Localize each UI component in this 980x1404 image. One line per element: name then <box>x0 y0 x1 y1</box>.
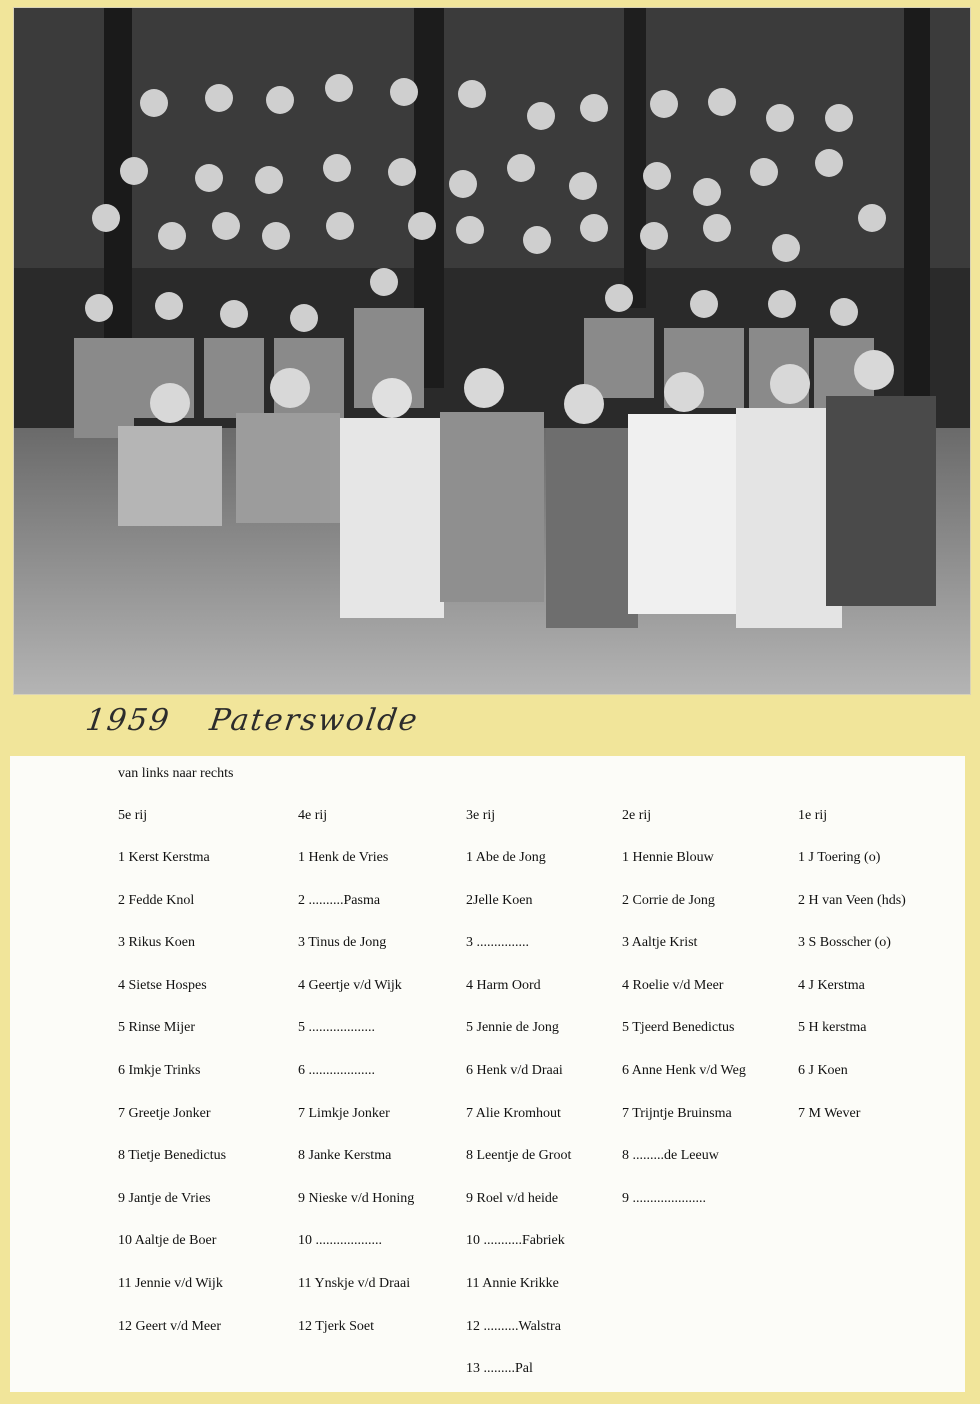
list-item: 3 ............... <box>466 935 529 951</box>
list-item: 8 Janke Kerstma <box>298 1148 392 1164</box>
list-item: 5 Rinse Mijer <box>118 1020 195 1036</box>
list-item: 3 Rikus Koen <box>118 935 195 951</box>
list-item: 2 Corrie de Jong <box>622 892 715 908</box>
photo-image <box>14 8 970 694</box>
list-item: 2 Fedde Knol <box>118 892 195 908</box>
list-item: 5 Jennie de Jong <box>466 1020 559 1036</box>
list-item: 6 Anne Henk v/d Weg <box>622 1062 746 1078</box>
list-item: 6 Henk v/d Draai <box>466 1062 563 1078</box>
list-item: 7 Greetje Jonker <box>118 1105 211 1121</box>
list-item: 4 Harm Oord <box>466 977 541 993</box>
row-column-3 <box>466 808 571 1404</box>
list-item: 1 Henk de Vries <box>298 850 389 865</box>
list-item: 4 Roelie v/d Meer <box>622 977 724 993</box>
row-column-2 <box>622 808 746 1233</box>
list-item: 7 M Wever <box>798 1105 861 1121</box>
list-item: 11 Jennie v/d Wijk <box>118 1275 223 1291</box>
list-item: 11 Annie Krikke <box>466 1275 559 1291</box>
handwritten-year: 1959 <box>83 702 173 738</box>
list-item: 5 H kerstma <box>798 1020 867 1036</box>
column-header: 2e rij <box>622 808 652 823</box>
list-item: 5 Tjeerd Benedictus <box>622 1020 735 1036</box>
list-item: 9 Nieske v/d Honing <box>298 1190 415 1206</box>
list-item: 12 Geert v/d Meer <box>118 1318 222 1334</box>
list-item: 3 S Bosscher (o) <box>798 935 891 951</box>
list-item: 3 Tinus de Jong <box>298 935 387 951</box>
list-item: 5 ................... <box>298 1020 375 1036</box>
column-header: 5e rij <box>118 808 148 823</box>
list-item: 3 Aaltje Krist <box>622 935 698 951</box>
list-item: 2 ..........Pasma <box>298 892 381 908</box>
name-list-sheet <box>10 756 965 1392</box>
column-header: 1e rij <box>798 808 828 823</box>
list-item: 12 ..........Walstra <box>466 1318 561 1334</box>
list-item: 1 J Toering (o) <box>798 850 881 865</box>
list-item: 12 Tjerk Soet <box>298 1318 374 1334</box>
list-item: 4 Sietse Hospes <box>118 977 207 993</box>
list-item: 9 Jantje de Vries <box>118 1190 211 1206</box>
list-item: 8 Tietje Benedictus <box>118 1148 227 1164</box>
column-header: 4e rij <box>298 808 328 823</box>
list-item: 9 Roel v/d heide <box>466 1190 559 1206</box>
list-item: 8 .........de Leeuw <box>622 1148 719 1164</box>
list-item: 6 Imkje Trinks <box>118 1062 201 1078</box>
group-photograph <box>14 8 970 694</box>
intro-text: van links naar rechts <box>118 766 234 781</box>
list-item: 9 ..................... <box>622 1190 706 1206</box>
list-item: 2Jelle Koen <box>466 892 533 908</box>
list-item: 11 Ynskje v/d Draai <box>298 1275 411 1291</box>
list-item: 1 Kerst Kerstma <box>118 850 210 865</box>
list-item: 7 Limkje Jonker <box>298 1105 390 1121</box>
list-item: 7 Trijntje Bruinsma <box>622 1105 732 1121</box>
row-column-4 <box>298 808 414 1361</box>
list-item: 8 Leentje de Groot <box>466 1148 572 1164</box>
handwritten-place: Paterswolde <box>207 702 422 738</box>
list-item: 1 Abe de Jong <box>466 850 546 865</box>
list-item: 13 .........Pal <box>466 1361 533 1377</box>
list-item: 2 H van Veen (hds) <box>798 892 906 908</box>
row-column-1 <box>798 808 906 1148</box>
list-item: 10 ................... <box>298 1233 382 1249</box>
row-column-5 <box>118 808 226 1361</box>
handwritten-caption <box>83 694 466 746</box>
list-item: 4 Geertje v/d Wijk <box>298 977 402 993</box>
list-item: 10 Aaltje de Boer <box>118 1233 217 1249</box>
column-header: 3e rij <box>466 808 496 823</box>
list-item: 4 J Kerstma <box>798 977 865 993</box>
list-item: 6 ................... <box>298 1062 375 1078</box>
list-item: 10 ...........Fabriek <box>466 1233 565 1249</box>
list-item: 1 Hennie Blouw <box>622 850 714 865</box>
list-item: 7 Alie Kromhout <box>466 1105 561 1121</box>
list-item: 6 J Koen <box>798 1062 848 1078</box>
